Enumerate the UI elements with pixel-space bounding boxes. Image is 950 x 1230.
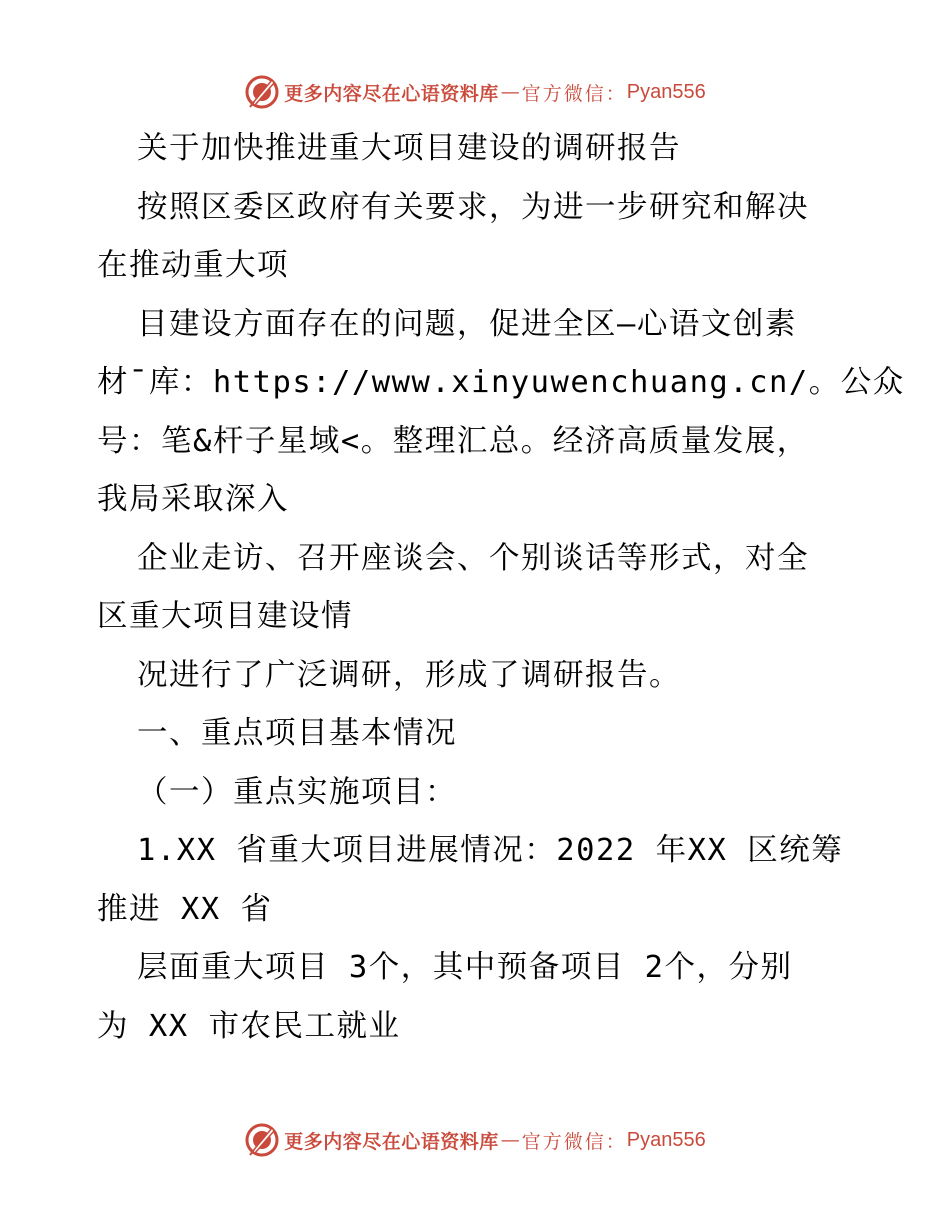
watermark-main-text: 更多内容尽在心语资料库 — [284, 82, 499, 105]
paragraph-line: 目建设方面存在的问题，促进全区—心语文创素 — [137, 306, 797, 342]
paragraph-line: 况进行了广泛调研，形成了调研报告。 — [137, 657, 681, 693]
watermark-sub-text: 官方微信： — [521, 82, 627, 105]
paragraph-line: 按照区委区政府有关要求，为进一步研究和解决 — [137, 189, 809, 225]
paragraph-line: 材¯库：https://www.xinyuwenchuang.cn/。公众 — [97, 365, 905, 400]
header-watermark — [0, 72, 950, 112]
document-title: 关于加快推进重大项目建设的调研报告 — [137, 131, 681, 166]
paragraph-line: 我局采取深入 — [97, 482, 289, 517]
paragraph-line: 为 XX 市农民工就业 — [97, 1008, 401, 1044]
watermark-dash: — — [500, 1129, 520, 1151]
paragraph-line: 在推动重大项 — [97, 248, 289, 283]
paragraph-line: 层面重大项目 3个，其中预备项目 2个，分别 — [137, 950, 793, 985]
watermark-sub-text: 官方微信： — [521, 1130, 627, 1153]
watermark-dash: — — [500, 81, 520, 103]
document-body — [97, 120, 905, 1056]
section-heading: 一、重点项目基本情况 — [137, 716, 457, 751]
watermark-main-text: 更多内容尽在心语资料库 — [284, 1130, 499, 1153]
watermark-wechat-id: Pyan556 — [626, 1128, 706, 1151]
watermark-wechat-id: Pyan556 — [626, 80, 706, 103]
paragraph-line: 推进 XX 省 — [97, 891, 273, 927]
paragraph-line: 号：笔&杆子星域<。整理汇总。经济高质量发展， — [97, 423, 809, 459]
subsection-heading: （一）重点实施项目： — [137, 774, 457, 810]
quill-pen-seal-icon — [244, 1122, 280, 1158]
quill-pen-seal-icon — [244, 74, 280, 110]
paragraph-line: 1.XX 省重大项目进展情况：2022 年XX 区统筹 — [137, 833, 844, 868]
footer-watermark — [0, 1120, 950, 1160]
paragraph-line: 企业走访、召开座谈会、个别谈话等形式，对全 — [137, 540, 809, 576]
paragraph-line: 区重大项目建设情 — [97, 599, 353, 634]
